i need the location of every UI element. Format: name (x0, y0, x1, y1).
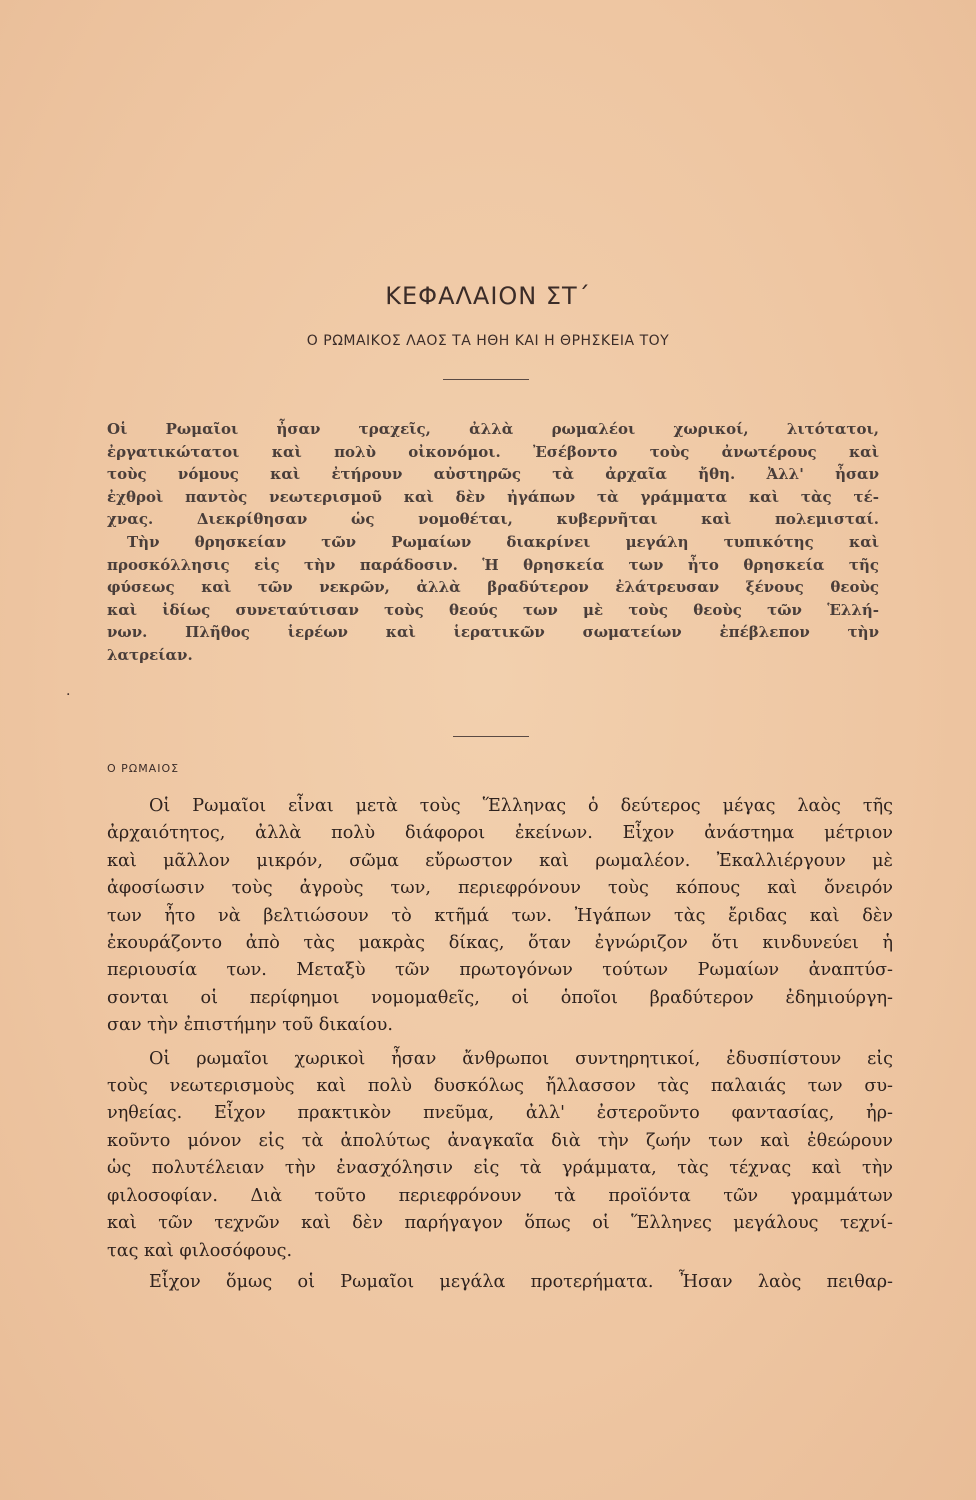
summary-line: λατρείαν. (107, 645, 193, 664)
body-line: ἀφοσίωσιν τοὺς ἀγροὺς των, περιεφρόνουν τοὺς κόπους καὶ ὄνειρόν (107, 878, 893, 899)
summary-line: καὶ ἰδίως συνεταύτισαν τοὺς θεούς των μὲ τοὺς θεοὺς τῶν Ἑλλή- (107, 600, 879, 619)
body-line: νηθείας. Εἶχον πρακτικὸν πνεῦμα, ἀλλ' ἐστεροῦντο φαντασίας, ἠρ- (107, 1103, 893, 1124)
body-line: ὡς πολυτέλειαν τὴν ἐνασχόλησιν εἰς τὰ γράμματα, τὰς τέχνας καὶ τὴν (107, 1158, 893, 1179)
body-line: τας καὶ φιλοσόφους. (107, 1240, 293, 1261)
summary-line: φύσεως καὶ τῶν νεκρῶν, ἀλλὰ βραδύτερον ἐλάτρευσαν ξένους θεοὺς (107, 578, 879, 597)
body-line: Οἱ ρωμαῖοι χωρικοὶ ἦσαν ἄνθρωποι συντηρητικοί, ἐδυσπίστουν εἰς (149, 1048, 893, 1069)
section-heading: Ο ΡΩΜΑΙΟΣ (107, 762, 180, 775)
margin-mark: . (66, 683, 71, 699)
body-line: τοὺς νεωτερισμοὺς καὶ πολὺ δυσκόλως ἤλλασσον τὰς παλαιάς των συ- (107, 1076, 893, 1097)
body-line: Οἱ Ρωμαῖοι εἶναι μετὰ τοὺς Ἕλληνας ὁ δεύτερος μέγας λαὸς τῆς (149, 796, 893, 816)
body-line: κοῦντο μόνον εἰς τὰ ἀπολύτως ἀναγκαῖα διὰ τὴν ζωήν των καὶ ἐθεώρουν (107, 1130, 893, 1151)
body-line: Εἶχον ὅμως οἱ Ρωμαῖοι μεγάλα προτερήματα. Ἦσαν λαὸς πειθαρ- (149, 1271, 893, 1292)
summary-line: ἐργατικώτατοι καὶ πολὺ οἰκονόμοι. Ἐσέβοντο τοὺς ἀνωτέρους καὶ (107, 442, 879, 461)
divider-rule-top (443, 379, 529, 380)
chapter-title: ΚΕΦΑΛΑΙΟΝ ΣΤ΄ (385, 282, 591, 310)
divider-rule-mid (453, 736, 529, 737)
summary-line: νων. Πλῆθος ἱερέων καὶ ἱερατικῶν σωματείων ἐπέβλεπον τὴν (107, 623, 879, 642)
body-line: σαν τὴν ἐπιστήμην τοῦ δικαίου. (107, 1015, 393, 1036)
body-line: φιλοσοφίαν. Διὰ τοῦτο περιεφρόνουν τὰ προϊόντα τῶν γραμμάτων (107, 1185, 893, 1206)
summary-line: Οἱ Ρωμαῖοι ἦσαν τραχεῖς, ἀλλὰ ρωμαλέοι χωρικοί, λιτότατοι, (107, 420, 879, 438)
body-line: ἐκουράζοντο ἀπὸ τὰς μακρὰς δίκας, ὅταν ἐγνώριζον ὅτι κινδυνεύει ἡ (107, 933, 893, 954)
chapter-summary (107, 418, 879, 667)
body-line: καὶ μᾶλλον μικρόν, σῶμα εὔρωστον καὶ ρωμαλέον. Ἐκαλλιέργουν μὲ (107, 850, 893, 871)
body-line: ἀρχαιότητος, ἀλλὰ πολὺ διάφοροι ἐκείνων. Εἶχον ἀνάστημα μέτριον (107, 823, 893, 844)
summary-line: χνας. Διεκρίθησαν ὡς νομοθέται, κυβερνῆται καὶ πολεμισταί. (107, 510, 879, 529)
chapter-subtitle: Ο ΡΩΜΑΙΚΟΣ ΛΑΟΣ ΤΑ ΗΘΗ ΚΑΙ Η ΘΡΗΣΚΕΙΑ ΤΟΥ (306, 333, 670, 349)
summary-line: ἐχθροὶ παντὸς νεωτερισμοῦ καὶ δὲν ἠγάπων τὰ γράμματα καὶ τὰς τέ- (107, 487, 879, 506)
body-line: περιουσία των. Μεταξὺ τῶν πρωτογόνων τούτων Ρωμαίων ἀναπτύσ- (107, 960, 893, 981)
summary-line: προσκόλλησις εἰς τὴν παράδοσιν. Ἡ θρησκεία των ἦτο θρησκεία τῆς (107, 555, 879, 574)
body-line: καὶ τῶν τεχνῶν καὶ δὲν παρήγαγον ὅπως οἱ Ἕλληνες μεγάλους τεχνί- (107, 1213, 893, 1234)
summary-line: Τὴν θρησκείαν τῶν Ρωμαίων διακρίνει μεγάλη τυπικότης καὶ (127, 532, 879, 551)
body-line: των ἦτο νὰ βελτιώσουν τὸ κτῆμά των. Ἠγάπων τὰς ἔριδας καὶ δὲν (107, 905, 893, 926)
summary-line: τοὺς νόμους καὶ ἐτήρουν αὐστηρῶς τὰ ἀρχαῖα ἤθη. Ἀλλ' ἦσαν (107, 465, 879, 484)
body-text (107, 793, 893, 1296)
body-line: σονται οἱ περίφημοι νομομαθεῖς, οἱ ὁποῖοι βραδύτερον ἐδημιούργη- (107, 987, 893, 1008)
